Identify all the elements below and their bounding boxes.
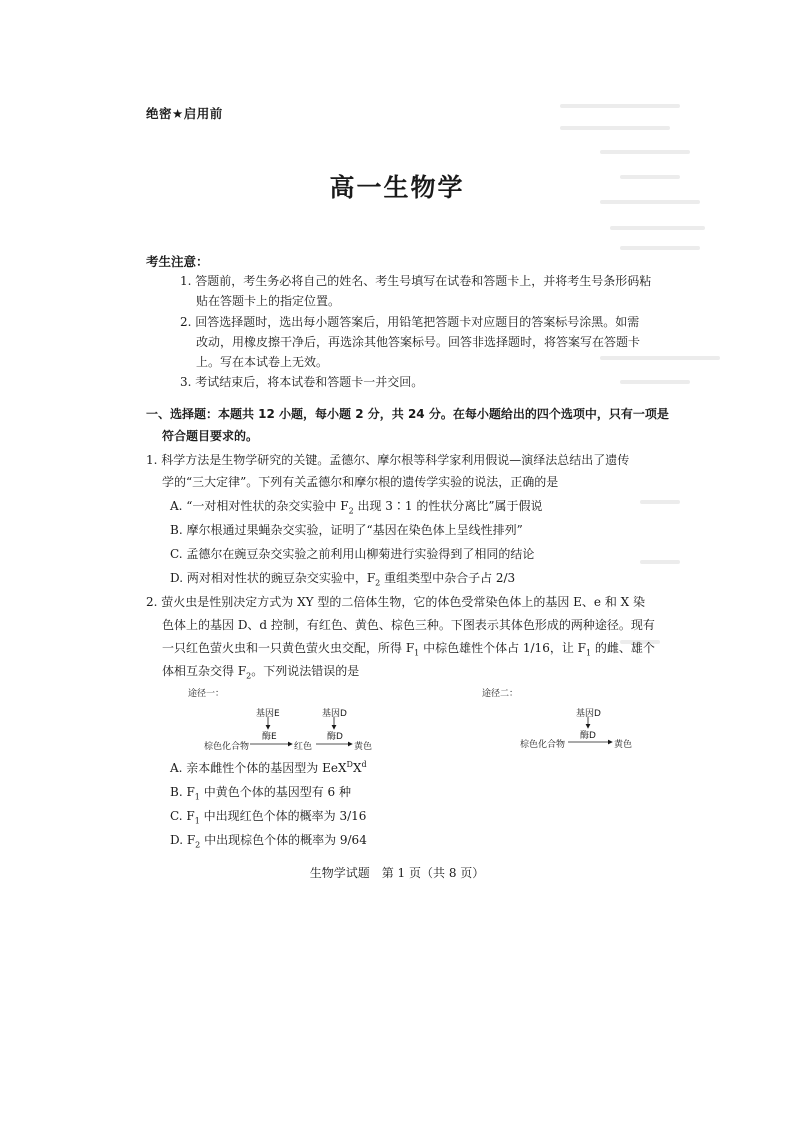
pathway-2-end-compound: 黄色 — [614, 740, 633, 750]
notice-item-2-line-2: 改动，用橡皮擦干净后，再选涂其他答案标号。回答非选择题时，将答案写在答题卡 — [196, 335, 641, 349]
pathway-1-diagram — [170, 682, 400, 752]
q2-option-b: B. $F_1$ 中黄色个体的基因型有 6 种 — [170, 785, 351, 802]
q1-option-c: C. 孟德尔在豌豆杂交实验之前利用山柳菊进行实验得到了相同的结论 — [170, 547, 535, 561]
pathway-1-gene-e: 基因E — [256, 709, 280, 719]
pathway-1-label: 途径一： — [188, 689, 225, 699]
pathway-2-arrows — [470, 682, 660, 752]
notice-item-1-line-1: 1. 答题前，考生务必将自己的姓名、考生号填写在试卷和答题卡上，并将考生号条形码粘 — [180, 274, 652, 288]
notice-item-1-line-2: 贴在答题卡上的指定位置。 — [196, 294, 341, 308]
pathway-1-end-compound: 黄色 — [354, 742, 373, 752]
section-heading-line-2: 符合题目要求的。 — [162, 429, 259, 443]
q1-stem-line-2: 学的“三大定律”。下列有关孟德尔和摩尔根的遗传学实验的说法，正确的是 — [162, 475, 559, 489]
q2-option-a: A. 亲本雌性个体的基因型为 $EeX^DX^d$ — [170, 760, 367, 775]
pathway-1-arrows — [170, 682, 400, 752]
pathway-1-gene-d: 基因D — [322, 709, 347, 719]
confidential-label: 绝密★启用前 — [146, 106, 223, 121]
notice-heading: 考生注意： — [146, 254, 209, 269]
page-title: 高一生物学 — [329, 173, 465, 202]
pathway-1-enzyme-e: 酶E — [262, 732, 277, 742]
q1-option-b: B. 摩尔根通过果蝇杂交实验，证明了“基因在染色体上呈线性排列” — [170, 523, 523, 537]
q1-option-d: D. 两对相对性状的豌豆杂交实验中，$F_2$ 重组类型中杂合子占 2/3 — [170, 571, 516, 588]
pathway-1-enzyme-d: 酶D — [327, 732, 343, 742]
pathway-2-gene-d: 基因D — [576, 709, 601, 719]
pathway-2-diagram — [470, 682, 660, 752]
pathway-1-mid-compound: 红色 — [294, 742, 313, 752]
notice-item-2-line-3: 上。写在本试卷上无效。 — [196, 355, 329, 369]
notice-item-2-line-1: 2. 回答选择题时，选出每小题答案后，用铅笔把答题卡对应题目的答案标号涂黑。如需 — [180, 315, 640, 329]
q2-stem-line-2: 色体上的基因 D、d 控制，有红色、黄色、棕色三种。下图表示其体色形成的两种途径。现有 — [162, 618, 655, 632]
q1-option-a: A. “一对相对性状的杂交实验中 $F_2$ 出现 3∶1 的性状分离比”属于假说 — [170, 499, 543, 516]
pathway-2-label: 途径二： — [482, 689, 519, 699]
q2-option-c: C. $F_1$ 中出现红色个体的概率为 3/16 — [170, 809, 367, 826]
pathway-2-enzyme-d: 酶D — [580, 731, 596, 741]
q2-option-d: D. $F_2$ 中出现棕色个体的概率为 9/64 — [170, 833, 367, 850]
q2-stem-line-1: 2. 萤火虫是性别决定方式为 XY 型的二倍体生物，它的体色受常染色体上的基因 E、e 和 X 染 — [146, 595, 646, 609]
q1-stem-line-1: 1. 科学方法是生物学研究的关键。孟德尔、摩尔根等科学家利用假说—演绎法总结出了遗传 — [146, 453, 630, 467]
pathway-2-start-compound: 棕色化合物 — [520, 740, 566, 750]
section-heading-line-1: 一、选择题：本题共 12 小题，每小题 2 分，共 24 分。在每小题给出的四个选项中，只有一项是 — [146, 407, 669, 421]
q2-stem-line-3: 一只红色萤火虫和一只黄色萤火虫交配，所得 $F_1$ 中棕色雄性个体占 1/16，让 $F_1$ 的雌、雄个 — [162, 641, 655, 658]
notice-item-3-line-1: 3. 考试结束后，将本试卷和答题卡一并交回。 — [180, 375, 424, 389]
q2-stem-line-4: 体相互杂交得 $F_2$。下列说法错误的是 — [162, 664, 360, 681]
page-footer: 生物学试题 第 1 页（共 8 页） — [309, 866, 485, 880]
pathway-1-start-compound: 棕色化合物 — [204, 742, 250, 752]
